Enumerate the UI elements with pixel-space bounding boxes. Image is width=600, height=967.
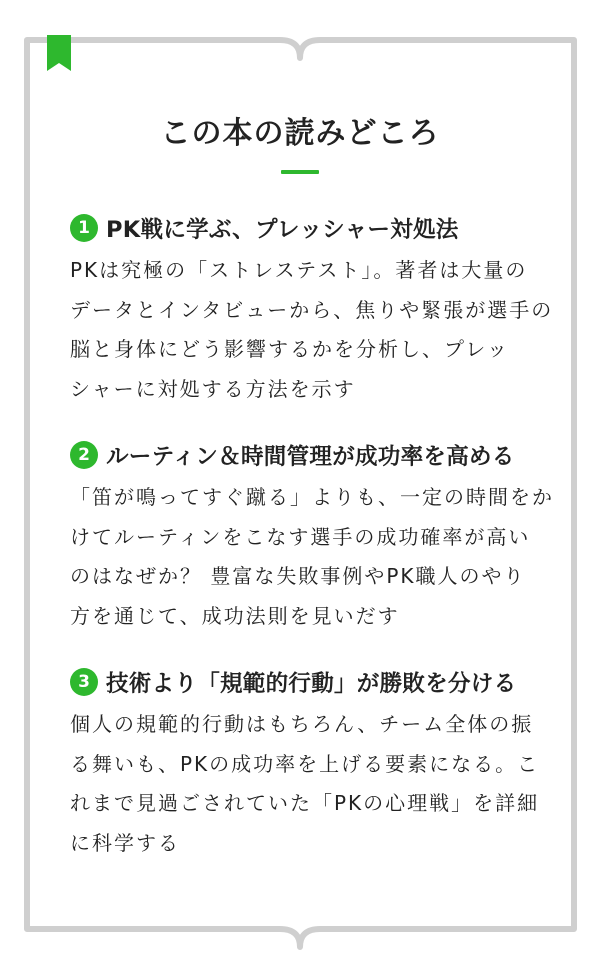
body-line: 脳と身体にどう影響するかを分析し、プレッ bbox=[70, 337, 509, 361]
body-line: れまで見過ごされていた「PKの心理戦」を詳細 bbox=[70, 791, 540, 815]
section-heading-text: 技術より「規範的行動」が勝敗を分ける bbox=[106, 671, 517, 697]
body-line: データとインタビューから、焦りや緊張が選手の bbox=[70, 297, 554, 322]
highlight-section-2 bbox=[70, 437, 554, 636]
body-line: けてルーティンをこなす選手の成功確率が高い bbox=[70, 524, 531, 549]
number-badge: 2 bbox=[70, 441, 98, 469]
number-badge: 3 bbox=[70, 668, 98, 696]
body-line: のはなぜか？ 豊富な失敗事例やPK職人のやり bbox=[70, 564, 526, 588]
body-line: PKは究極の「ストレステスト」。著者は大量の bbox=[70, 258, 528, 282]
body-line: る舞いも、PKの成功率を上げる要素になる。こ bbox=[70, 751, 540, 776]
body-line: 「笛が鳴ってすぐ蹴る」よりも、一定の時間をか bbox=[70, 485, 554, 509]
bookmark-icon bbox=[47, 35, 71, 71]
number-badge: 1 bbox=[70, 214, 98, 242]
section-body bbox=[70, 705, 540, 863]
section-heading-text: ルーティン＆時間管理が成功率を高める bbox=[106, 444, 515, 470]
highlight-section-1 bbox=[70, 210, 554, 409]
body-line: シャーに対処する方法を示す bbox=[70, 376, 356, 401]
highlight-section-3 bbox=[70, 664, 540, 863]
section-body bbox=[70, 478, 554, 636]
body-line: に科学する bbox=[70, 830, 180, 855]
section-heading bbox=[70, 437, 540, 473]
section-heading bbox=[70, 210, 540, 246]
section-heading-text: PK戦に学ぶ、プレッシャー対処法 bbox=[106, 217, 459, 243]
title-underline bbox=[281, 170, 319, 174]
body-line: 方を通じて、成功法則を見いだす bbox=[70, 603, 400, 628]
page-title: この本の読みどころ bbox=[160, 116, 440, 151]
section-heading bbox=[70, 664, 540, 700]
body-line: 個人の規範的行動はもちろん、チーム全体の振 bbox=[70, 712, 534, 736]
section-body bbox=[70, 251, 554, 409]
